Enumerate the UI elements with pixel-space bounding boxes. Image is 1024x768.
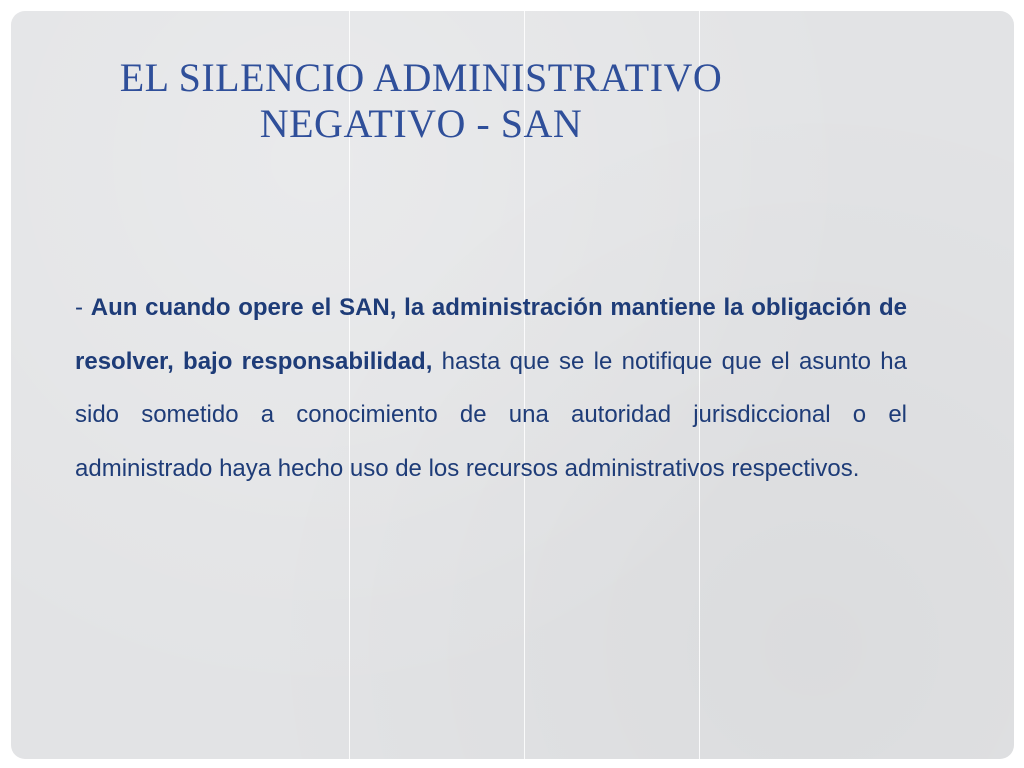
slide-body-paragraph — [75, 281, 907, 495]
paragraph-continuation: hasta que se le notifique que el asunto ha sido sometido a conocimiento de una autoridad jurisdiccional o el administrado haya hecho uso de los recursos administrativos respectivos. — [75, 347, 907, 482]
slide-background — [11, 11, 1014, 759]
bullet-dash: - — [75, 294, 91, 321]
slide-title — [71, 55, 771, 147]
bold-statement: Aun cuando opere el SAN, la administración mantiene la obligación de resolver, bajo responsabilidad, — [75, 294, 907, 375]
slide-title-line-1: EL SILENCIO ADMINISTRATIVO — [119, 55, 723, 100]
slide-title-line-2: NEGATIVO - SAN — [259, 101, 583, 146]
